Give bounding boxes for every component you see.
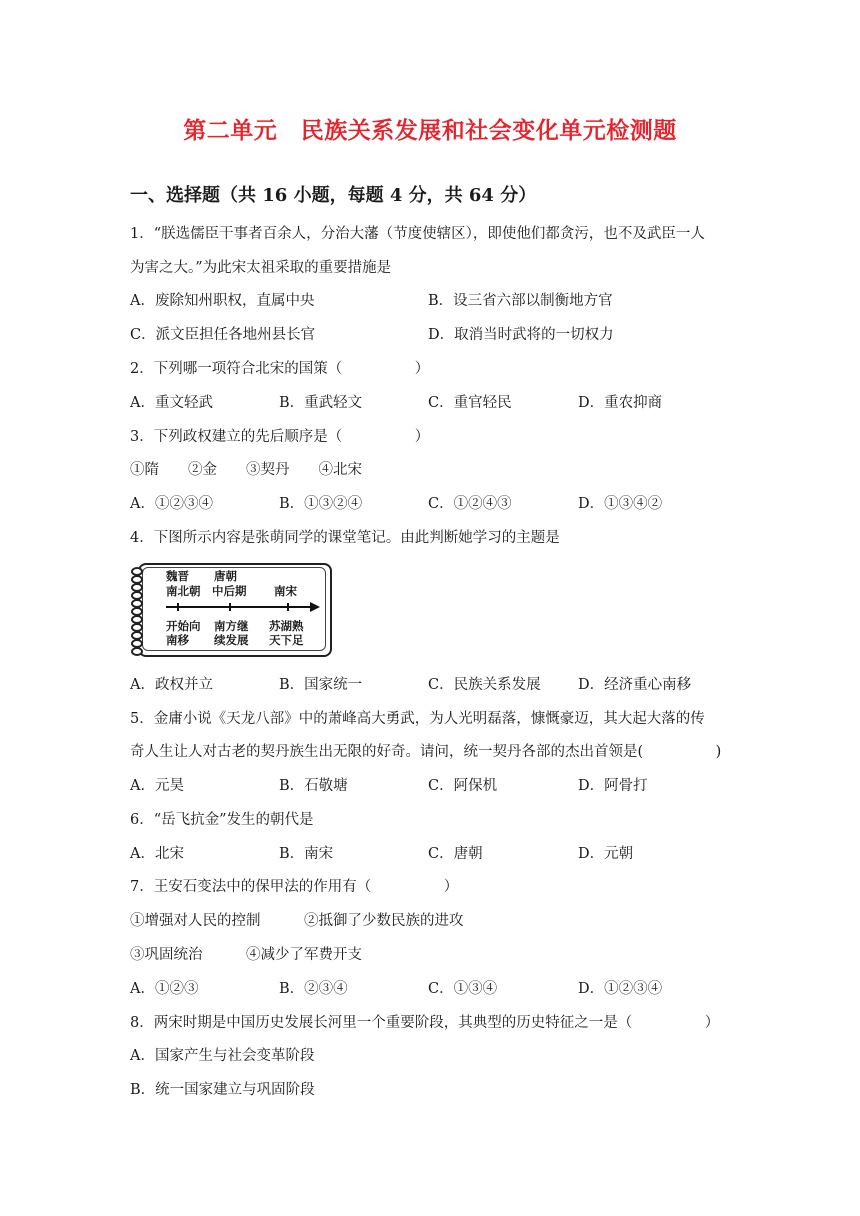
question-3-items: ①隋 ②金 ③契丹 ④北宋 — [130, 462, 362, 478]
section-heading: 一、选择题（共 16 小题，每题 4 分，共 64 分） — [130, 185, 537, 206]
note-label-nanbeichao: 南北朝 — [166, 584, 201, 598]
note-text-1a: 开始向 — [166, 619, 201, 633]
question-4-option-a[interactable]: A．政权并立 — [130, 677, 213, 693]
question-3-option-a[interactable]: A．①②③④ — [130, 496, 213, 512]
question-1-line-1: 1．“朕选儒臣干事者百余人，分治大藩（节度使辖区），即使他们都贪污，也不及武臣一人 — [130, 226, 705, 242]
question-5-option-a[interactable]: A．元昊 — [130, 778, 184, 794]
question-4-stem: 4．下图所示内容是张萌同学的课堂笔记。由此判断她学习的主题是 — [130, 530, 560, 546]
question-1-option-c[interactable]: C．派文臣担任各地州县长官 — [130, 327, 316, 343]
question-7-option-b[interactable]: B．②③④ — [279, 981, 348, 997]
class-notes-figure — [128, 561, 333, 657]
note-text-2a: 南方继 — [214, 619, 249, 633]
question-6-stem: 6．“岳飞抗金”发生的朝代是 — [130, 812, 314, 828]
question-1-line-2: 为害之大。”为此宋太祖采取的重要措施是 — [130, 260, 392, 276]
question-7-items-1: ①增强对人民的控制 ②抵御了少数民族的进攻 — [130, 913, 464, 929]
note-text-2b: 续发展 — [214, 633, 249, 647]
question-2-option-b[interactable]: B．重武轻文 — [279, 395, 363, 411]
question-8-stem: 8．两宋时期是中国历史发展长河里一个重要阶段，其典型的历史特征之一是（ ） — [130, 1015, 720, 1031]
question-6-option-d[interactable]: D．元朝 — [578, 846, 634, 862]
question-5-option-b[interactable]: B．石敬塘 — [279, 778, 348, 794]
note-label-nansong: 南宋 — [274, 584, 297, 598]
question-1-option-b[interactable]: B．设三省六部以制衡地方官 — [428, 293, 613, 309]
question-7-stem: 7．王安石变法中的保甲法的作用有（ ） — [130, 879, 459, 895]
question-1-option-d[interactable]: D．取消当时武将的一切权力 — [428, 327, 614, 343]
question-3-option-b[interactable]: B．①③②④ — [279, 496, 363, 512]
question-7-option-a[interactable]: A．①②③ — [130, 981, 199, 997]
question-4-option-c[interactable]: C．民族关系发展 — [428, 677, 541, 693]
question-7-items-2: ③巩固统治 ④减少了军费开支 — [130, 947, 362, 963]
question-3-option-d[interactable]: D．①③④② — [578, 496, 663, 512]
question-6-option-a[interactable]: A．北宋 — [130, 846, 184, 862]
question-2-stem: 2．下列哪一项符合北宋的国策（ ） — [130, 361, 430, 377]
question-5-option-c[interactable]: C．阿保机 — [428, 778, 498, 794]
note-label-weijin: 魏晋 — [166, 569, 189, 583]
question-5-line-2: 奇人生让人对古老的契丹族生出无限的好奇。请问，统一契丹各部的杰出首领是( ) — [130, 744, 722, 760]
note-label-zhonghouqi: 中后期 — [212, 584, 247, 598]
question-7-option-c[interactable]: C．①③④ — [428, 981, 498, 997]
question-4-option-b[interactable]: B．国家统一 — [279, 677, 363, 693]
question-6-option-c[interactable]: C．唐朝 — [428, 846, 483, 862]
page-title: 第二单元 民族关系发展和社会变化单元检测题 — [183, 117, 677, 144]
question-2-option-d[interactable]: D．重农抑商 — [578, 395, 663, 411]
note-text-1b: 南移 — [166, 633, 189, 647]
question-2-option-c[interactable]: C．重官轻民 — [428, 395, 512, 411]
note-label-tangchao: 唐朝 — [214, 569, 237, 583]
question-3-option-c[interactable]: C．①②④③ — [428, 496, 512, 512]
question-7-option-d[interactable]: D．①②③④ — [578, 981, 663, 997]
question-8-option-a[interactable]: A．国家产生与社会变革阶段 — [130, 1048, 315, 1064]
question-2-option-a[interactable]: A．重文轻武 — [130, 395, 213, 411]
note-text-3a: 苏湖熟 — [269, 619, 304, 633]
question-8-option-b[interactable]: B．统一国家建立与巩固阶段 — [130, 1082, 315, 1098]
note-text-3b: 天下足 — [269, 633, 304, 647]
question-3-stem: 3．下列政权建立的先后顺序是（ ） — [130, 429, 430, 445]
question-4-option-d[interactable]: D．经济重心南移 — [578, 677, 692, 693]
question-5-line-1: 5．金庸小说《天龙八部》中的萧峰高大勇武，为人光明磊落，慷慨豪迈，其大起大落的传 — [130, 711, 705, 727]
question-6-option-b[interactable]: B．南宋 — [279, 846, 334, 862]
question-5-option-d[interactable]: D．阿骨打 — [578, 778, 648, 794]
question-1-option-a[interactable]: A．废除知州职权，直属中央 — [130, 293, 315, 309]
